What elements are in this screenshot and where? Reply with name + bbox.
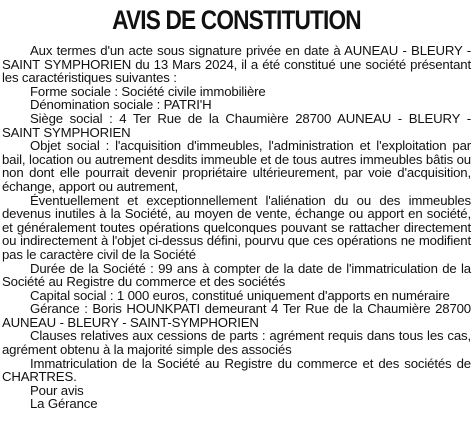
paragraph-exceptional-purpose: Éventuellement et exceptionnellement l'aliénation du ou des immeubles devenus inutiles à la Société, au moyen de vente, échange ou apport en société, et généralement toutes opérations quelconques pouvant se rattacher directement ou indirectement à l'objet ci-dessus défini, pourvu que ces opérations ne modifient pas le caractère civil de la Société <box>2 192 471 262</box>
paragraph-signature: La Gérance <box>30 396 98 412</box>
notice-title: AVIS DE CONSTITUTION <box>112 5 361 35</box>
paragraph-preamble: Aux termes d'un acte sous signature privée en date à AUNEAU - BLEURY - SAINT SYMPHORIEN du 13 Mars 2024, il a été constitué une société présentant les caractéristiques suivantes : <box>2 43 471 86</box>
paragraph-share-capital: Capital social : 1 000 euros, constitué uniquement d'apports en numéraire <box>30 287 450 303</box>
paragraph-corporate-purpose: Objet social : l'acquisition d'immeubles, l'administration et l'exploitation par bail, location ou autrement desdits immeuble et de tous autres immeubles bâtis ou non dont elle pourrait devenir propriétaire ultérieurement, par voie d'acquisition, échange, apport ou autrement, <box>2 138 471 194</box>
notice-body <box>2 44 471 411</box>
paragraph-management: Gérance : Boris HOUNKPATI demeurant 4 Ter Rue de la Chaumière 28700 AUNEAU - BLEURY - SAINT-SYMPHORIEN <box>2 301 471 330</box>
paragraph-duration: Durée de la Société : 99 ans à compter de la date de l'immatriculation de la Société au Registre du commerce et des sociétés <box>2 260 471 290</box>
paragraph-registered-office: Siège social : 4 Ter Rue de la Chaumière 28700 AUNEAU - BLEURY - SAINT SYMPHORIEN <box>2 110 471 140</box>
paragraph-company-name: Dénomination sociale : PATRI'H <box>30 97 212 113</box>
paragraph-registration: Immatriculation de la Société au Registre du commerce et des sociétés de CHARTRES. <box>2 355 471 385</box>
paragraph-share-transfer: Clauses relatives aux cessions de parts : agrément requis dans tous les cas, agrément obtenu à la majorité simple des associés <box>2 328 471 358</box>
paragraph-legal-form: Forme sociale : Société civile immobilière <box>30 83 266 99</box>
paragraph-pour-avis: Pour avis <box>30 382 84 398</box>
